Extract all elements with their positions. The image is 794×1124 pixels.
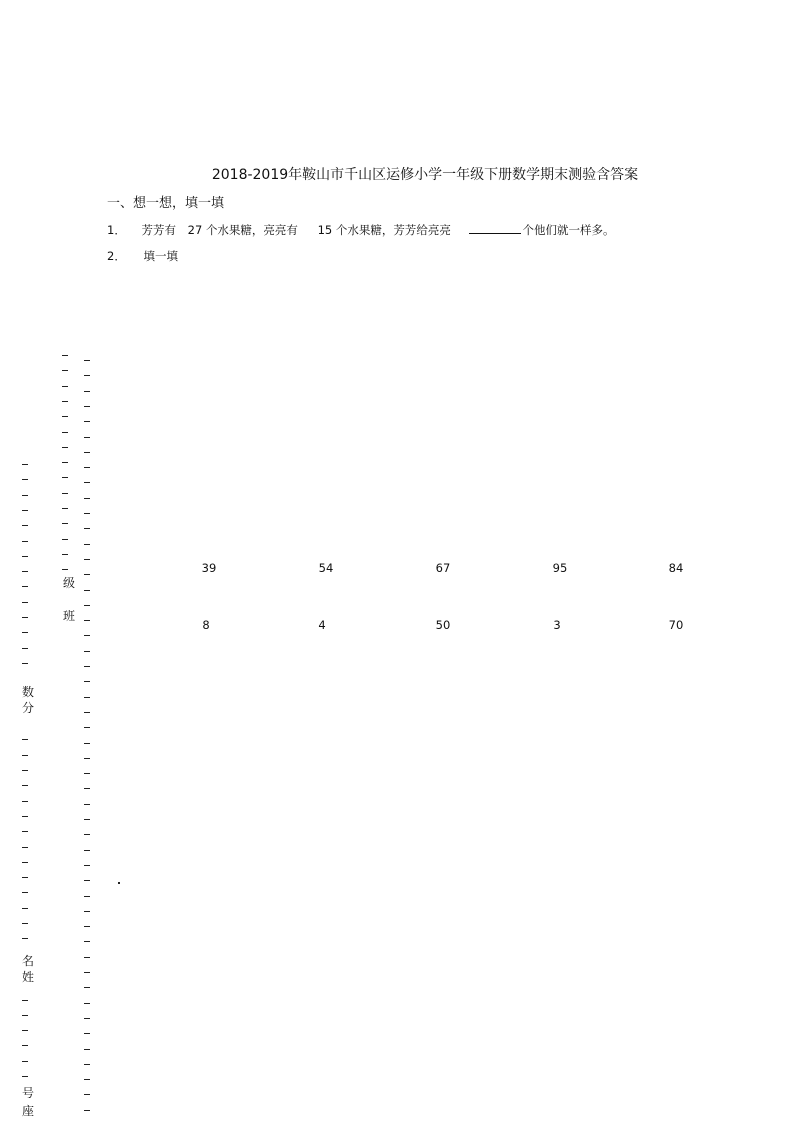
binding-dash xyxy=(22,739,28,740)
question-value: 15 xyxy=(317,223,333,237)
number-cell: 39 xyxy=(201,561,217,575)
binding-dash xyxy=(22,525,28,526)
answer-blank[interactable] xyxy=(469,223,521,234)
stray-dot xyxy=(118,882,120,884)
binding-dash xyxy=(22,617,28,618)
binding-dash xyxy=(22,1045,28,1046)
binding-dash xyxy=(84,559,90,560)
question-text: 芳芳有 xyxy=(141,223,176,237)
binding-dash xyxy=(22,1015,28,1016)
binding-dash xyxy=(22,1076,28,1077)
binding-dash xyxy=(84,712,90,713)
binding-dash xyxy=(22,479,28,480)
binding-dash xyxy=(84,452,90,453)
binding-dash xyxy=(84,590,90,591)
number-cell: 95 xyxy=(552,561,568,575)
binding-dash xyxy=(84,421,90,422)
binding-dash xyxy=(84,1049,90,1050)
class-label-char: 班 xyxy=(63,609,76,623)
number-cell: 4 xyxy=(318,618,326,632)
binding-dash xyxy=(84,544,90,545)
binding-dash xyxy=(22,892,28,893)
binding-dash xyxy=(84,1003,90,1004)
score-label-char: 数 xyxy=(22,685,35,699)
binding-dash xyxy=(22,586,28,587)
binding-dash xyxy=(84,972,90,973)
binding-dash xyxy=(84,482,90,483)
binding-dash xyxy=(22,556,28,557)
binding-dash xyxy=(84,513,90,514)
binding-dash xyxy=(62,432,68,433)
binding-dash xyxy=(84,391,90,392)
binding-dash xyxy=(84,911,90,912)
binding-dash xyxy=(22,1061,28,1062)
question-text: 个他们就一样多。 xyxy=(522,223,615,237)
binding-dash xyxy=(84,865,90,866)
binding-dash xyxy=(22,816,28,817)
question-text: 个水果糖，亮亮有 xyxy=(205,223,298,237)
question-number: 2． xyxy=(107,249,126,263)
binding-dash xyxy=(62,569,68,570)
binding-dash xyxy=(62,370,68,371)
binding-dash xyxy=(22,1030,28,1031)
binding-dash xyxy=(62,508,68,509)
number-cell: 54 xyxy=(318,561,334,575)
binding-dash xyxy=(22,785,28,786)
binding-dash xyxy=(84,528,90,529)
binding-dash xyxy=(22,648,28,649)
number-cell: 70 xyxy=(668,618,684,632)
binding-dash xyxy=(84,850,90,851)
name-label-char: 名 xyxy=(22,954,35,968)
binding-dash xyxy=(62,493,68,494)
name-label-char: 姓 xyxy=(22,970,35,984)
binding-dash xyxy=(84,743,90,744)
binding-dash xyxy=(84,697,90,698)
binding-dash xyxy=(84,681,90,682)
question-2 xyxy=(107,248,178,264)
binding-dash xyxy=(22,938,28,939)
number-cell: 84 xyxy=(668,561,684,575)
binding-dash xyxy=(84,834,90,835)
binding-dash xyxy=(22,571,28,572)
binding-dash xyxy=(62,477,68,478)
binding-dash xyxy=(84,375,90,376)
binding-dash xyxy=(84,437,90,438)
binding-dash xyxy=(84,788,90,789)
binding-dash xyxy=(62,539,68,540)
binding-dash xyxy=(84,1079,90,1080)
binding-dash xyxy=(22,831,28,832)
binding-dash xyxy=(84,360,90,361)
binding-dash xyxy=(84,804,90,805)
binding-dash xyxy=(84,498,90,499)
binding-dash xyxy=(84,773,90,774)
binding-dash xyxy=(22,510,28,511)
binding-dash xyxy=(84,467,90,468)
binding-dash xyxy=(84,635,90,636)
binding-dash xyxy=(84,727,90,728)
binding-dash xyxy=(22,877,28,878)
binding-dash xyxy=(84,605,90,606)
binding-dash xyxy=(84,1094,90,1095)
binding-dash xyxy=(84,1064,90,1065)
binding-dash xyxy=(84,880,90,881)
binding-dash xyxy=(22,663,28,664)
binding-dash xyxy=(84,941,90,942)
binding-dash xyxy=(84,574,90,575)
seat-label-char: 座 xyxy=(22,1104,35,1118)
binding-dash xyxy=(84,819,90,820)
binding-dash xyxy=(84,926,90,927)
binding-dash xyxy=(22,1000,28,1001)
binding-dash xyxy=(22,755,28,756)
binding-dash xyxy=(22,923,28,924)
binding-dash xyxy=(22,541,28,542)
section-heading: 一、想一想，填一填 xyxy=(107,196,225,211)
binding-dash xyxy=(84,620,90,621)
binding-dash xyxy=(84,758,90,759)
number-cell: 50 xyxy=(435,618,451,632)
binding-dash xyxy=(84,1033,90,1034)
binding-dash xyxy=(84,651,90,652)
binding-dash xyxy=(84,1110,90,1111)
binding-dash xyxy=(62,462,68,463)
binding-dash xyxy=(22,862,28,863)
question-number: 1． xyxy=(107,223,126,237)
question-text: 填一填 xyxy=(143,249,178,263)
seat-label-char: 号 xyxy=(22,1086,35,1100)
binding-dash xyxy=(84,987,90,988)
binding-dash xyxy=(22,801,28,802)
binding-dash xyxy=(22,908,28,909)
binding-dash xyxy=(62,447,68,448)
binding-dash xyxy=(84,1018,90,1019)
binding-dash xyxy=(22,632,28,633)
binding-dash xyxy=(62,523,68,524)
binding-dash xyxy=(84,896,90,897)
binding-dash xyxy=(22,602,28,603)
binding-dash xyxy=(22,495,28,496)
binding-dash xyxy=(22,847,28,848)
page-title: 2018-2019年鞍山市千山区运修小学一年级下册数学期末测验含答案 xyxy=(211,167,639,183)
binding-dash xyxy=(62,416,68,417)
binding-dash xyxy=(62,401,68,402)
question-1 xyxy=(107,222,615,238)
class-label-char: 级 xyxy=(63,576,76,590)
binding-dash xyxy=(84,406,90,407)
score-label-char: 分 xyxy=(22,701,35,715)
number-cell: 67 xyxy=(435,561,451,575)
binding-dash xyxy=(62,554,68,555)
binding-dash xyxy=(84,666,90,667)
binding-dash xyxy=(62,386,68,387)
binding-dash xyxy=(22,464,28,465)
binding-dash xyxy=(62,355,68,356)
number-cell: 3 xyxy=(553,618,561,632)
question-text: 个水果糖，芳芳给亮亮 xyxy=(335,223,451,237)
binding-dash xyxy=(84,957,90,958)
binding-dash xyxy=(22,770,28,771)
number-cell: 8 xyxy=(202,618,210,632)
question-value: 27 xyxy=(187,223,203,237)
